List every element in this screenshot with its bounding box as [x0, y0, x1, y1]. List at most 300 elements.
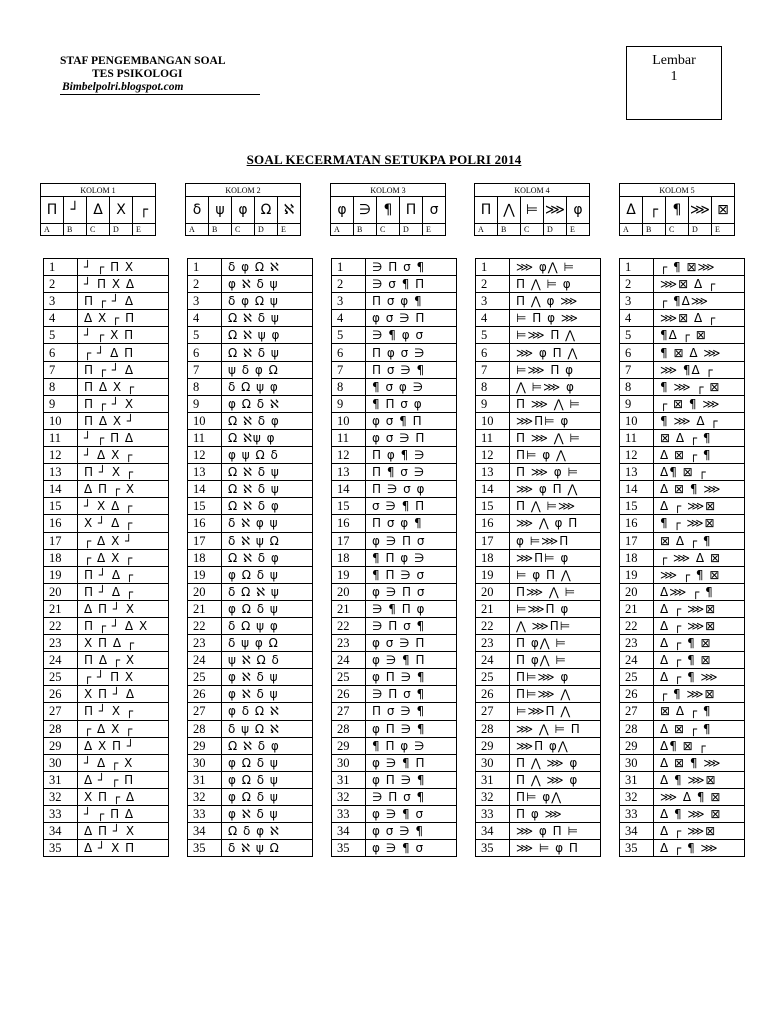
question-row — [620, 600, 745, 617]
question-symbols: Π σ ∋ ¶ — [366, 703, 457, 720]
key-letter: B — [354, 224, 377, 236]
question-number: 29 — [332, 737, 366, 754]
question-row — [476, 669, 601, 686]
question-symbols: φ ℵ δ ψ — [222, 276, 313, 293]
question-number: 24 — [188, 652, 222, 669]
question-number: 13 — [188, 464, 222, 481]
question-row — [44, 532, 169, 549]
question-row — [44, 549, 169, 566]
question-number: 32 — [188, 788, 222, 805]
question-row — [44, 481, 169, 498]
question-row — [620, 293, 745, 310]
question-number: 19 — [332, 566, 366, 583]
question-symbols: φ Ω δ ψ — [222, 600, 313, 617]
key-letter: E — [423, 224, 446, 236]
question-symbols: ⋙ φ Π ⊨ — [510, 823, 601, 840]
question-row — [44, 293, 169, 310]
question-row — [332, 669, 457, 686]
question-row — [44, 412, 169, 429]
question-row — [620, 669, 745, 686]
question-number: 2 — [620, 276, 654, 293]
question-number: 19 — [620, 566, 654, 583]
question-row — [188, 600, 313, 617]
question-row — [476, 583, 601, 600]
question-number: 7 — [44, 361, 78, 378]
key-letter: E — [712, 224, 735, 236]
question-row — [620, 498, 745, 515]
question-number: 19 — [188, 566, 222, 583]
question-symbols: φ δ Ω ℵ — [222, 703, 313, 720]
question-row — [620, 617, 745, 634]
question-number: 26 — [476, 686, 510, 703]
question-number: 3 — [44, 293, 78, 310]
question-number: 25 — [476, 669, 510, 686]
question-row — [332, 823, 457, 840]
question-symbols: δ φ Ω ψ — [222, 293, 313, 310]
question-number: 1 — [44, 259, 78, 276]
question-row — [476, 327, 601, 344]
question-symbols: Δ Π ┘ X — [78, 600, 169, 617]
question-number: 31 — [44, 771, 78, 788]
question-table-5 — [619, 258, 745, 857]
question-symbols: φ σ ¶ Π — [366, 412, 457, 429]
question-row — [44, 754, 169, 771]
question-symbols: Π ∋ σ φ — [366, 481, 457, 498]
question-symbols: Δ ┌ ⋙⊠ — [654, 498, 745, 515]
question-number: 30 — [44, 754, 78, 771]
question-row — [44, 310, 169, 327]
question-symbols: ┘ Δ ┌ X — [78, 754, 169, 771]
question-symbols: φ ∋ ¶ σ — [366, 840, 457, 857]
question-row — [620, 686, 745, 703]
question-row — [188, 737, 313, 754]
question-number: 28 — [476, 720, 510, 737]
question-row — [44, 806, 169, 823]
key-symbol: ¶ — [377, 197, 400, 224]
question-symbols: Π ┌ ┘ X — [78, 395, 169, 412]
question-symbols: Π ┘ X ┌ — [78, 464, 169, 481]
question-number: 26 — [188, 686, 222, 703]
question-number: 7 — [476, 361, 510, 378]
question-number: 17 — [44, 532, 78, 549]
question-symbols: φ Ω δ ψ — [222, 788, 313, 805]
question-symbols: Ω ℵ δ ψ — [222, 481, 313, 498]
question-row — [332, 515, 457, 532]
question-number: 1 — [188, 259, 222, 276]
question-row — [332, 481, 457, 498]
question-symbols: ¶ ⋙ ┌ ⊠ — [654, 378, 745, 395]
question-row — [476, 703, 601, 720]
question-number: 34 — [620, 823, 654, 840]
question-row — [332, 600, 457, 617]
question-number: 9 — [332, 395, 366, 412]
question-row — [620, 754, 745, 771]
publisher-header — [60, 55, 270, 95]
question-symbols: φ Ω δ ψ — [222, 754, 313, 771]
question-number: 7 — [188, 361, 222, 378]
question-symbols: Π ⋀ φ ⋙ — [510, 293, 601, 310]
question-symbols: ¶ σ φ ∋ — [366, 378, 457, 395]
sheet-number: 1 — [670, 69, 678, 84]
question-row — [44, 515, 169, 532]
publisher-line-1: STAF PENGEMBANGAN SOAL — [60, 55, 226, 67]
question-row — [188, 532, 313, 549]
question-row — [44, 361, 169, 378]
question-symbols: ψ ℵ Ω δ — [222, 652, 313, 669]
question-row — [332, 498, 457, 515]
question-number: 20 — [188, 583, 222, 600]
question-symbols: ┌ Δ X ┌ — [78, 549, 169, 566]
question-symbols: Δ ⊠ ¶ ⋙ — [654, 754, 745, 771]
question-row — [620, 310, 745, 327]
question-number: 1 — [476, 259, 510, 276]
question-number: 14 — [44, 481, 78, 498]
question-symbols: Ω ℵ δ ψ — [222, 464, 313, 481]
question-row — [188, 617, 313, 634]
question-row — [332, 395, 457, 412]
question-row — [620, 259, 745, 276]
question-number: 6 — [620, 344, 654, 361]
question-row — [620, 635, 745, 652]
question-row — [188, 823, 313, 840]
question-row — [332, 429, 457, 446]
question-row — [188, 481, 313, 498]
question-row — [188, 378, 313, 395]
question-number: 18 — [188, 549, 222, 566]
question-row — [188, 806, 313, 823]
question-number: 31 — [620, 771, 654, 788]
question-row — [332, 259, 457, 276]
key-symbol: ⊠ — [712, 197, 735, 224]
question-symbols: Π ┌ ┘ Δ — [78, 361, 169, 378]
question-symbols: ⋙ φ Π ⋀ — [510, 344, 601, 361]
question-symbols: φ σ ∋ Π — [366, 310, 457, 327]
question-row — [44, 583, 169, 600]
question-row — [476, 447, 601, 464]
key-table-1 — [40, 183, 156, 236]
question-number: 5 — [44, 327, 78, 344]
question-row — [332, 737, 457, 754]
question-symbols: ∋ Π σ ¶ — [366, 788, 457, 805]
question-row — [44, 429, 169, 446]
question-number: 17 — [476, 532, 510, 549]
question-number: 14 — [476, 481, 510, 498]
question-number: 16 — [620, 515, 654, 532]
question-symbols: ∋ ¶ Π φ — [366, 600, 457, 617]
question-symbols: φ Π ∋ ¶ — [366, 669, 457, 686]
question-row — [332, 686, 457, 703]
key-symbol: Π — [41, 197, 64, 224]
question-row — [44, 395, 169, 412]
question-row — [188, 293, 313, 310]
question-number: 5 — [476, 327, 510, 344]
question-symbols: ┘ Δ X ┌ — [78, 447, 169, 464]
question-symbols: ┌ ¶ ⊠⋙ — [654, 259, 745, 276]
key-letter: A — [331, 224, 354, 236]
question-row — [188, 327, 313, 344]
question-symbols: Ω ℵ δ φ — [222, 737, 313, 754]
question-number: 9 — [44, 395, 78, 412]
question-symbols: Π ⋙ ⋀ ⊨ — [510, 429, 601, 446]
question-number: 24 — [476, 652, 510, 669]
question-row — [476, 429, 601, 446]
question-row — [332, 566, 457, 583]
key-letter: C — [521, 224, 544, 236]
question-symbols: X Π Δ ┌ — [78, 635, 169, 652]
key-table-title: KOLOM 2 — [186, 184, 301, 197]
question-symbols: Π σ φ ¶ — [366, 515, 457, 532]
question-number: 33 — [44, 806, 78, 823]
question-symbols: Δ ┌ ¶ ⋙ — [654, 840, 745, 857]
question-symbols: Π ⋙ φ ⊨ — [510, 464, 601, 481]
question-symbols: X Π ┌ Δ — [78, 788, 169, 805]
question-symbols: ⋙ φ⋀ ⊨ — [510, 259, 601, 276]
question-row — [620, 276, 745, 293]
question-number: 11 — [476, 429, 510, 446]
publisher-line-2: TES PSIKOLOGI — [92, 68, 183, 80]
question-row — [44, 840, 169, 857]
question-number: 33 — [476, 806, 510, 823]
question-symbols: ⋙Π φ⋀ — [510, 737, 601, 754]
question-symbols: φ σ ∋ ¶ — [366, 823, 457, 840]
question-symbols: Π Δ X ┌ — [78, 378, 169, 395]
key-letter: E — [567, 224, 590, 236]
question-number: 2 — [332, 276, 366, 293]
question-number: 22 — [188, 617, 222, 634]
question-number: 3 — [332, 293, 366, 310]
question-symbols: Ω ℵ δ φ — [222, 498, 313, 515]
question-number: 4 — [620, 310, 654, 327]
question-symbols: Δ Π ┘ X — [78, 823, 169, 840]
question-row — [620, 429, 745, 446]
question-row — [620, 361, 745, 378]
question-number: 15 — [620, 498, 654, 515]
question-number: 6 — [44, 344, 78, 361]
key-symbol: φ — [331, 197, 354, 224]
key-symbol: ⊨ — [521, 197, 544, 224]
question-row — [188, 259, 313, 276]
question-number: 11 — [620, 429, 654, 446]
question-symbols: δ Ω ψ φ — [222, 617, 313, 634]
question-row — [44, 344, 169, 361]
question-symbols: ⋙ φ Π ⋀ — [510, 481, 601, 498]
question-symbols: ⊨⋙ Π φ — [510, 361, 601, 378]
question-number: 24 — [44, 652, 78, 669]
question-row — [188, 566, 313, 583]
question-number: 25 — [188, 669, 222, 686]
question-symbols: Δ Π ┌ X — [78, 481, 169, 498]
key-table-2 — [185, 183, 301, 236]
question-number: 25 — [44, 669, 78, 686]
question-number: 6 — [332, 344, 366, 361]
question-number: 16 — [476, 515, 510, 532]
question-symbols: ∋ ¶ φ σ — [366, 327, 457, 344]
question-row — [332, 635, 457, 652]
question-row — [476, 378, 601, 395]
question-number: 35 — [44, 840, 78, 857]
question-number: 20 — [620, 583, 654, 600]
key-letter: D — [110, 224, 133, 236]
question-symbols: ⋙ ¶Δ ┌ — [654, 361, 745, 378]
question-row — [476, 771, 601, 788]
key-table-5 — [619, 183, 735, 236]
question-symbols: δ ℵ φ ψ — [222, 515, 313, 532]
question-row — [332, 771, 457, 788]
key-table-title: KOLOM 3 — [331, 184, 446, 197]
publisher-website: Bimbelpolri.blogspot.com — [60, 81, 260, 95]
question-number: 15 — [476, 498, 510, 515]
question-row — [476, 686, 601, 703]
question-number: 27 — [44, 703, 78, 720]
question-symbols: Π ┘ Δ ┌ — [78, 583, 169, 600]
question-row — [620, 515, 745, 532]
question-number: 10 — [188, 412, 222, 429]
question-row — [44, 635, 169, 652]
question-symbols: ⋙ ⊨ φ Π — [510, 840, 601, 857]
question-number: 29 — [476, 737, 510, 754]
question-number: 26 — [332, 686, 366, 703]
question-symbols: Δ X Π ┘ — [78, 737, 169, 754]
question-symbols: ⊨ φ Π ⋀ — [510, 566, 601, 583]
question-number: 15 — [188, 498, 222, 515]
question-number: 12 — [332, 447, 366, 464]
key-symbol: φ — [232, 197, 255, 224]
question-symbols: Δ ¶ ⋙ ⊠ — [654, 806, 745, 823]
key-letter: C — [87, 224, 110, 236]
question-symbols: Δ ┌ ¶ ⋙ — [654, 669, 745, 686]
question-row — [476, 617, 601, 634]
question-number: 11 — [44, 429, 78, 446]
question-symbols: ┌ Δ X ┘ — [78, 532, 169, 549]
question-row — [332, 464, 457, 481]
key-symbol: ℵ — [278, 197, 301, 224]
question-symbols: Π Δ X ┘ — [78, 412, 169, 429]
question-symbols: ┌ ┘ Δ Π — [78, 344, 169, 361]
question-row — [476, 344, 601, 361]
question-number: 18 — [620, 549, 654, 566]
question-symbols: ∋ Π σ ¶ — [366, 259, 457, 276]
question-row — [620, 583, 745, 600]
question-number: 24 — [620, 652, 654, 669]
question-row — [188, 703, 313, 720]
question-row — [620, 344, 745, 361]
question-row — [476, 532, 601, 549]
question-row — [44, 464, 169, 481]
question-row — [332, 549, 457, 566]
question-number: 27 — [188, 703, 222, 720]
question-row — [620, 720, 745, 737]
question-symbols: Π Δ ┌ X — [78, 652, 169, 669]
question-row — [620, 532, 745, 549]
question-number: 18 — [476, 549, 510, 566]
question-row — [188, 412, 313, 429]
question-row — [44, 823, 169, 840]
question-row — [44, 617, 169, 634]
question-row — [476, 635, 601, 652]
question-symbols: ¶ Π ∋ σ — [366, 566, 457, 583]
key-symbol: ┌ — [643, 197, 666, 224]
question-symbols: X Π ┘ Δ — [78, 686, 169, 703]
question-row — [476, 395, 601, 412]
key-letter: A — [620, 224, 643, 236]
question-symbols: Δ ┘ ┌ Π — [78, 771, 169, 788]
key-letter: A — [186, 224, 209, 236]
question-number: 10 — [44, 412, 78, 429]
key-symbol: Δ — [87, 197, 110, 224]
question-row — [188, 771, 313, 788]
key-symbol: φ — [567, 197, 590, 224]
question-row — [332, 720, 457, 737]
question-row — [332, 532, 457, 549]
question-row — [476, 720, 601, 737]
question-symbols: ┘ X Δ ┌ — [78, 498, 169, 515]
question-row — [332, 327, 457, 344]
key-symbol: ∋ — [354, 197, 377, 224]
question-symbols: Δ ⊠ ┌ ¶ — [654, 447, 745, 464]
question-number: 11 — [332, 429, 366, 446]
question-row — [332, 310, 457, 327]
question-row — [44, 259, 169, 276]
question-number: 2 — [44, 276, 78, 293]
question-row — [476, 259, 601, 276]
question-row — [188, 498, 313, 515]
question-number: 22 — [620, 617, 654, 634]
question-row — [188, 840, 313, 857]
question-number: 6 — [188, 344, 222, 361]
question-number: 26 — [620, 686, 654, 703]
question-number: 35 — [188, 840, 222, 857]
question-row — [476, 600, 601, 617]
question-number: 19 — [476, 566, 510, 583]
question-row — [476, 806, 601, 823]
question-symbols: ⋙ ┌ ¶ ⊠ — [654, 566, 745, 583]
question-symbols: φ ∋ ¶ Π — [366, 652, 457, 669]
question-symbols: ¶ Π φ ∋ — [366, 549, 457, 566]
question-row — [44, 600, 169, 617]
question-number: 23 — [44, 635, 78, 652]
question-number: 15 — [44, 498, 78, 515]
question-number: 14 — [620, 481, 654, 498]
question-number: 31 — [188, 771, 222, 788]
question-row — [620, 840, 745, 857]
question-symbols: ⊠ Δ ┌ ¶ — [654, 703, 745, 720]
question-number: 12 — [620, 447, 654, 464]
question-symbols: φ ψ Ω δ — [222, 447, 313, 464]
question-number: 34 — [188, 823, 222, 840]
question-symbols: ┘ ┌ Π Δ — [78, 806, 169, 823]
question-symbols: φ Π ∋ ¶ — [366, 771, 457, 788]
question-symbols: φ ⊨⋙Π — [510, 532, 601, 549]
question-symbols: Π ┌ ┘ Δ X — [78, 617, 169, 634]
question-number: 29 — [44, 737, 78, 754]
question-symbols: φ ∋ Π σ — [366, 583, 457, 600]
question-row — [44, 327, 169, 344]
key-symbol: ¶ — [666, 197, 689, 224]
question-row — [476, 754, 601, 771]
question-symbols: ⋙ Δ ¶ ⊠ — [654, 788, 745, 805]
question-symbols: φ Π ∋ ¶ — [366, 720, 457, 737]
key-letter: C — [666, 224, 689, 236]
key-letter: B — [498, 224, 521, 236]
question-row — [620, 771, 745, 788]
key-letter: B — [64, 224, 87, 236]
question-row — [188, 310, 313, 327]
question-number: 30 — [332, 754, 366, 771]
question-symbols: ┘ ┌ Π Δ — [78, 429, 169, 446]
question-row — [44, 703, 169, 720]
question-number: 1 — [332, 259, 366, 276]
question-symbols: ⋀ ⊨⋙ φ — [510, 378, 601, 395]
